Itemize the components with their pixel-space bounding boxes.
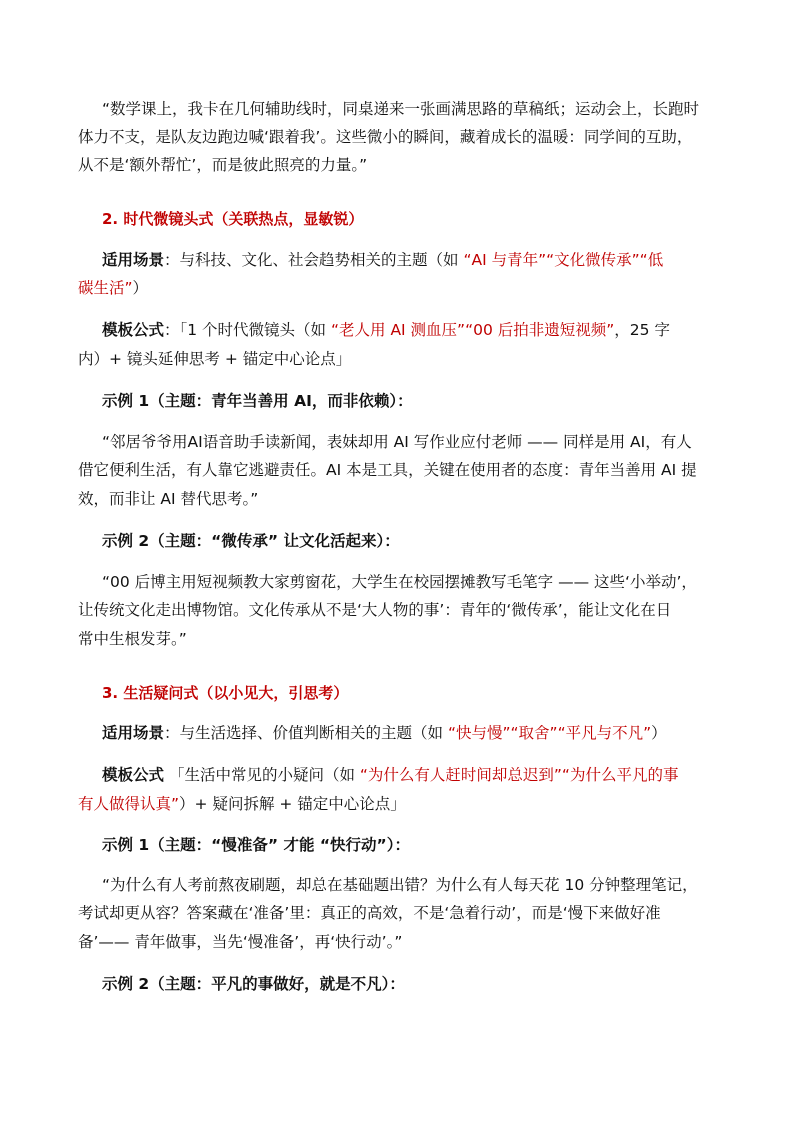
section-2-example-2-title: 示例 2（主题：“微传承” 让文化活起来）： — [102, 532, 400, 550]
scene-close: ） — [651, 724, 667, 742]
section-2-example-1-line-1: “邻居爷爷用AI语音助手读新闻，表妹却用 AI 写作业应付老师 —— 同样是用 AI，有人 — [102, 433, 692, 451]
formula-examples: “为什么有人赶时间却总迟到”“为什么平凡的事 — [359, 766, 679, 784]
formula-label: 模板公式 — [102, 321, 165, 339]
section-2-formula-line-1 — [102, 320, 752, 340]
section-3-formula-line-1 — [102, 765, 752, 785]
scene-label: 适用场景 — [102, 724, 165, 742]
section-2-scene-line-2 — [78, 278, 728, 298]
section-3-scene-line — [102, 723, 752, 743]
scene-text: ：与科技、文化、社会趋势相关的主题（如 — [164, 251, 464, 269]
section-3-example-1-line-3: 备’—— 青年做事，当先‘慢准备’，再‘快行动’。” — [78, 933, 403, 951]
section-3-example-2-title: 示例 2（主题：平凡的事做好，就是不凡）： — [102, 975, 405, 993]
section-2-example-2-line-1: “00 后博主用短视频教大家剪窗花，大学生在校园摆摊教写毛笔字 —— 这些‘小举动’， — [102, 573, 697, 591]
section-3-heading: 3. 生活疑问式（以小见大，引思考） — [102, 684, 349, 702]
formula-post: ）+ 疑问拆解 + 锚定中心论点」 — [179, 795, 406, 813]
section-2-formula-line-2: 内）+ 镜头延伸思考 + 锚定中心论点」 — [78, 350, 352, 368]
section-2-scene-line-1 — [102, 250, 752, 270]
section-2-example-1-title: 示例 1（主题：青年当善用 AI，而非依赖）： — [102, 392, 413, 410]
scene-close: ） — [132, 279, 149, 297]
scene-examples: “AI 与青年”“文化微传承”“低 — [463, 251, 664, 269]
scene-examples-cont: 碳生活” — [78, 279, 133, 297]
section-2-example-1-line-2: 借它便利生活，有人靠它逃避责任。AI 本是工具，关键在使用者的态度：青年当善用 AI 提 — [78, 461, 697, 479]
section-3-formula-line-2 — [78, 794, 728, 814]
formula-pre: ：「1 个时代微镜头（如 — [164, 321, 331, 339]
formula-pre: 「生活中常见的小疑问（如 — [164, 766, 360, 784]
scene-text: ：与生活选择、价值判断相关的主题（如 — [164, 724, 448, 742]
scene-examples: “快与慢”“取舍”“平凡与不凡” — [447, 724, 652, 742]
section-2-example-2-line-3: 常中生根发芽。” — [78, 630, 187, 648]
intro-quote-line-1: “数学课上，我卡在几何辅助线时，同桌递来一张画满思路的草稿纸；运动会上，长跑时 — [102, 100, 700, 118]
section-2-example-2-line-2: 让传统文化走出博物馆。文化传承从不是‘大人物的事’：青年的‘微传承’，能让文化在日 — [78, 601, 672, 619]
section-3-example-1-title: 示例 1（主题：“慢准备” 才能 “快行动”）： — [102, 836, 410, 854]
intro-quote-line-3: 从不是‘额外帮忙’，而是彼此照亮的力量。” — [78, 156, 368, 174]
section-3-example-1-line-2: 考试却更从容？答案藏在‘准备’里：真正的高效，不是‘急着行动’，而是‘慢下来做好准 — [78, 904, 661, 922]
section-2-example-1-line-3: 效，而非让 AI 替代思考。” — [78, 490, 259, 508]
section-3-example-1-line-1: “为什么有人考前熬夜刷题，却总在基础题出错？为什么有人每天花 10 分钟整理笔记， — [102, 876, 698, 894]
intro-quote-line-2: 体力不支，是队友边跑边喊‘跟着我’。这些微小的瞬间，藏着成长的温暖：同学间的互助， — [78, 128, 693, 146]
section-2-heading: 2. 时代微镜头式（关联热点，显敏锐） — [102, 210, 364, 228]
formula-examples-cont: 有人做得认真” — [78, 795, 180, 813]
scene-label: 适用场景 — [102, 251, 165, 269]
formula-label: 模板公式 — [102, 766, 165, 784]
formula-post: ，25 字 — [614, 321, 670, 339]
formula-examples: “老人用 AI 测血压”“00 后拍非遗短视频” — [330, 321, 615, 339]
